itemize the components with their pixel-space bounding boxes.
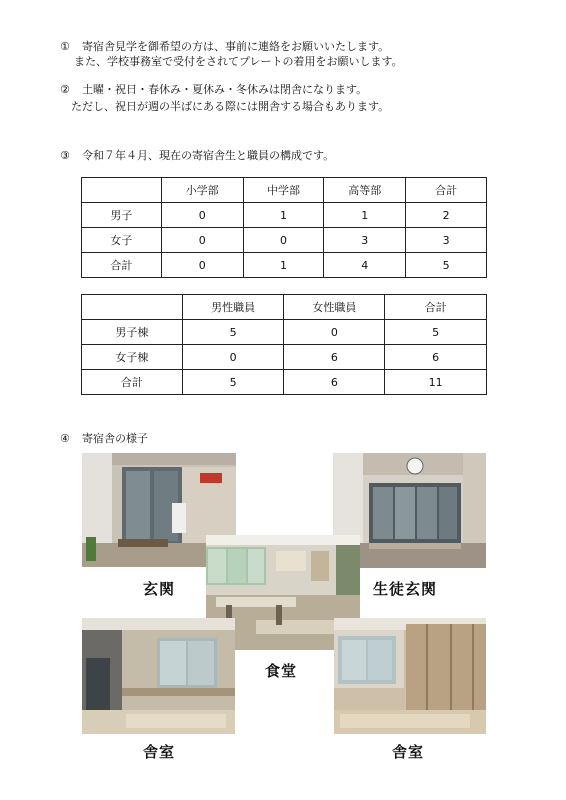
table-cell: 0 bbox=[161, 253, 243, 278]
students-header-cell: 合計 bbox=[406, 178, 487, 203]
item-2-line-1: 土曜・祝日・春休み・夏休み・冬休みは閉舎になります。 bbox=[82, 83, 368, 96]
item-2-number: ② bbox=[60, 83, 70, 96]
table-cell: 5 bbox=[182, 370, 284, 395]
staff-header-cell: 男性職員 bbox=[182, 295, 284, 320]
table-cell: 0 bbox=[243, 228, 324, 253]
entrance-caption: 玄関 bbox=[143, 580, 176, 598]
item-1-number: ① bbox=[60, 40, 70, 53]
table-row bbox=[82, 370, 487, 395]
table-cell: 0 bbox=[284, 320, 385, 345]
table-row bbox=[82, 345, 487, 370]
students-header-cell bbox=[82, 178, 162, 203]
table-row bbox=[82, 320, 487, 345]
staff-header-cell bbox=[82, 295, 183, 320]
item-2-line-2: ただし、祝日が週の半ばにある際には開舎する場合もあります。 bbox=[71, 100, 390, 113]
table-cell: 5 bbox=[182, 320, 284, 345]
students-header-cell: 小学部 bbox=[161, 178, 243, 203]
staff-table bbox=[81, 294, 487, 395]
item-3-number: ③ bbox=[60, 149, 70, 162]
table-row bbox=[82, 253, 487, 278]
table-cell: 0 bbox=[161, 228, 243, 253]
item-4-number: ④ bbox=[60, 432, 70, 445]
table-cell: 3 bbox=[406, 228, 487, 253]
student-entrance-caption: 生徒玄関 bbox=[373, 580, 438, 598]
table-cell: 0 bbox=[161, 203, 243, 228]
staff-header-cell: 合計 bbox=[385, 295, 487, 320]
students-header-cell: 高等部 bbox=[324, 178, 406, 203]
table-cell: 6 bbox=[284, 370, 385, 395]
staff-table-header-row bbox=[82, 295, 487, 320]
table-cell: 男子棟 bbox=[82, 320, 183, 345]
staff-header-cell: 女性職員 bbox=[284, 295, 385, 320]
table-cell: 1 bbox=[324, 203, 406, 228]
room-right-caption: 舎室 bbox=[392, 743, 425, 761]
table-cell: 1 bbox=[243, 253, 324, 278]
table-cell: 1 bbox=[243, 203, 324, 228]
table-cell: 6 bbox=[284, 345, 385, 370]
room-right-photo bbox=[334, 618, 486, 734]
table-row bbox=[82, 203, 487, 228]
item-4-line-1: 寄宿舎の様子 bbox=[82, 432, 148, 445]
table-cell: 11 bbox=[385, 370, 487, 395]
table-cell: 女子 bbox=[82, 228, 162, 253]
item-1-line-1: 寄宿舎見学を御希望の方は、事前に連絡をお願いいたします。 bbox=[82, 40, 390, 53]
table-cell: 4 bbox=[324, 253, 406, 278]
dining-caption: 食堂 bbox=[265, 662, 298, 680]
room-left-caption: 舎室 bbox=[143, 743, 176, 761]
room-left-photo bbox=[82, 618, 235, 734]
table-cell: 0 bbox=[182, 345, 284, 370]
table-cell: 合計 bbox=[82, 370, 183, 395]
table-cell: 6 bbox=[385, 345, 487, 370]
item-1-line-2: また、学校事務室で受付をされてプレートの着用をお願いします。 bbox=[74, 55, 403, 68]
table-cell: 3 bbox=[324, 228, 406, 253]
students-table bbox=[81, 177, 487, 278]
table-cell: 2 bbox=[406, 203, 487, 228]
table-cell: 男子 bbox=[82, 203, 162, 228]
table-cell: 女子棟 bbox=[82, 345, 183, 370]
students-header-cell: 中学部 bbox=[243, 178, 324, 203]
item-3-line-1: 令和７年４月、現在の寄宿舎生と職員の構成です。 bbox=[82, 149, 335, 162]
table-cell: 5 bbox=[406, 253, 487, 278]
table-cell: 5 bbox=[385, 320, 487, 345]
table-cell: 合計 bbox=[82, 253, 162, 278]
students-table-header-row bbox=[82, 178, 487, 203]
table-row bbox=[82, 228, 487, 253]
